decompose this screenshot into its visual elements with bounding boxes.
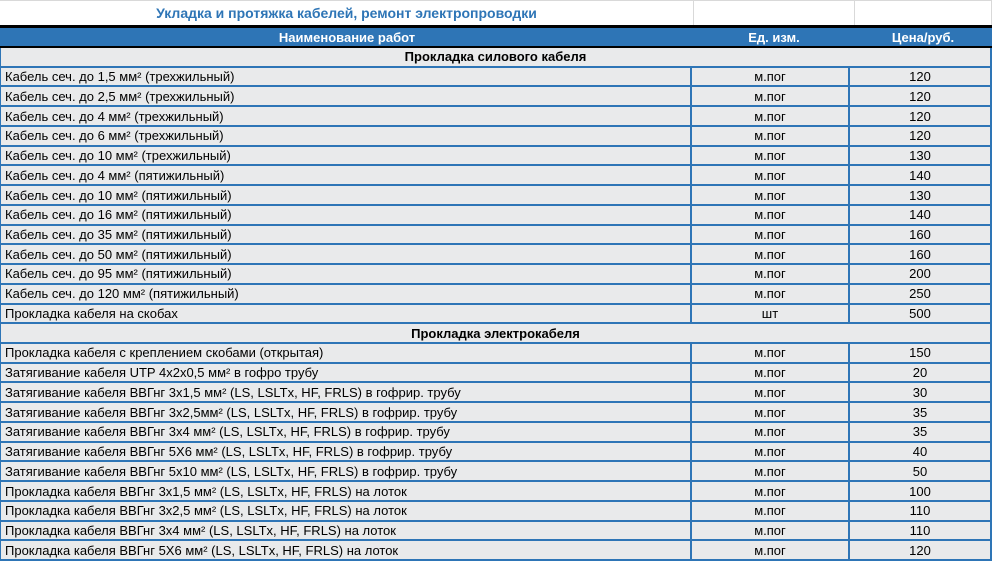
table-row bbox=[1, 344, 990, 364]
table-row bbox=[1, 502, 990, 522]
section-header-row bbox=[1, 48, 990, 68]
price-cell: 40 bbox=[912, 444, 928, 460]
unit-cell: м.пог bbox=[692, 87, 850, 105]
table-row bbox=[1, 87, 990, 107]
work-name-cell: Прокладка кабеля с креплением скобами (открытая) bbox=[1, 344, 692, 362]
work-name-cell: Кабель сеч. до 35 мм² (пятижильный) bbox=[1, 226, 692, 244]
price-cell: 120 bbox=[909, 69, 931, 85]
table-row bbox=[1, 305, 990, 325]
work-name-cell: Кабель сеч. до 6 мм² (трехжильный) bbox=[1, 127, 692, 145]
table-row bbox=[1, 186, 990, 206]
work-name-cell: Кабель сеч. до 120 мм² (пятижильный) bbox=[1, 285, 692, 303]
work-name-cell: Прокладка кабеля ВВГнг 3х1,5 мм² (LS, LSLTx, HF, FRLS) на лоток bbox=[1, 482, 692, 500]
unit-cell: м.пог bbox=[692, 541, 850, 559]
table-row bbox=[1, 522, 990, 542]
price-cell: 500 bbox=[909, 305, 931, 321]
price-cell: 160 bbox=[909, 226, 931, 242]
price-cell: 160 bbox=[909, 246, 931, 262]
unit-cell: м.пог bbox=[692, 462, 850, 480]
table-row bbox=[1, 226, 990, 246]
price-cell: 130 bbox=[909, 187, 931, 203]
unit-cell: м.пог bbox=[692, 68, 850, 86]
title-gridline-cell-unit bbox=[694, 1, 855, 25]
table-row bbox=[1, 462, 990, 482]
work-name-cell: Кабель сеч. до 1,5 мм² (трехжильный) bbox=[1, 68, 692, 86]
unit-cell: м.пог bbox=[692, 186, 850, 204]
unit-cell: м.пог bbox=[692, 423, 850, 441]
work-name-cell: Кабель сеч. до 2,5 мм² (трехжильный) bbox=[1, 87, 692, 105]
table-row bbox=[1, 107, 990, 127]
work-name-cell: Затягивание кабеля UTP 4х2х0,5 мм² в гофро трубу bbox=[1, 364, 692, 382]
table-row bbox=[1, 383, 990, 403]
table-rows bbox=[0, 48, 992, 561]
price-cell: 30 bbox=[912, 384, 928, 400]
price-cell: 35 bbox=[912, 404, 928, 420]
price-cell: 140 bbox=[909, 167, 931, 183]
unit-cell: м.пог bbox=[692, 443, 850, 461]
column-header-unit: Ед. изм. bbox=[748, 29, 800, 45]
unit-cell: шт bbox=[692, 305, 850, 323]
unit-cell: м.пог bbox=[692, 403, 850, 421]
table-row bbox=[1, 245, 990, 265]
work-name-cell: Затягивание кабеля ВВГнг 5Х6 мм² (LS, LSLTx, HF, FRLS) в гофрир. трубу bbox=[1, 443, 692, 461]
page-title: Укладка и протяжка кабелей, ремонт электропроводки bbox=[0, 1, 694, 25]
unit-cell: м.пог bbox=[692, 522, 850, 540]
unit-cell: м.пог bbox=[692, 147, 850, 165]
table-row bbox=[1, 127, 990, 147]
table-row bbox=[1, 403, 990, 423]
unit-cell: м.пог bbox=[692, 107, 850, 125]
work-name-cell: Затягивание кабеля ВВГнг 3х4 мм² (LS, LSLTx, HF, FRLS) в гофрир. трубу bbox=[1, 423, 692, 441]
price-cell: 200 bbox=[909, 266, 931, 282]
section-header-label: Прокладка электрокабеля bbox=[411, 325, 580, 341]
price-cell: 250 bbox=[909, 286, 931, 302]
price-cell: 50 bbox=[912, 463, 928, 479]
work-name-cell: Кабель сеч. до 4 мм² (пятижильный) bbox=[1, 166, 692, 184]
price-cell: 120 bbox=[909, 108, 931, 124]
title-row bbox=[0, 0, 992, 25]
price-cell: 140 bbox=[909, 207, 931, 223]
table-row bbox=[1, 265, 990, 285]
unit-cell: м.пог bbox=[692, 383, 850, 401]
table-row bbox=[1, 206, 990, 226]
price-cell: 130 bbox=[909, 148, 931, 164]
section-header-label: Прокладка силового кабеля bbox=[404, 49, 587, 65]
unit-cell: м.пог bbox=[692, 127, 850, 145]
work-name-cell: Прокладка кабеля на скобах bbox=[1, 305, 692, 323]
unit-cell: м.пог bbox=[692, 166, 850, 184]
unit-cell: м.пог bbox=[692, 206, 850, 224]
work-name-cell: Затягивание кабеля ВВГнг 3х2,5мм² (LS, LSLTx, HF, FRLS) в гофрир. трубу bbox=[1, 403, 692, 421]
work-name-cell: Кабель сеч. до 16 мм² (пятижильный) bbox=[1, 206, 692, 224]
table-row bbox=[1, 541, 990, 561]
unit-cell: м.пог bbox=[692, 502, 850, 520]
column-header-name: Наименование работ bbox=[278, 29, 416, 45]
price-cell: 120 bbox=[909, 88, 931, 104]
column-header-price: Цена/руб. bbox=[891, 29, 955, 45]
price-cell: 110 bbox=[909, 522, 931, 538]
table-header-row bbox=[0, 28, 992, 46]
unit-cell: м.пог bbox=[692, 265, 850, 283]
work-name-cell: Кабель сеч. до 95 мм² (пятижильный) bbox=[1, 265, 692, 283]
price-cell: 150 bbox=[909, 345, 931, 361]
unit-cell: м.пог bbox=[692, 285, 850, 303]
work-name-cell: Кабель сеч. до 10 мм² (пятижильный) bbox=[1, 186, 692, 204]
unit-cell: м.пог bbox=[692, 245, 850, 263]
work-name-cell: Кабель сеч. до 50 мм² (пятижильный) bbox=[1, 245, 692, 263]
table-row bbox=[1, 285, 990, 305]
price-cell: 110 bbox=[909, 503, 931, 519]
table-row bbox=[1, 443, 990, 463]
price-cell: 35 bbox=[912, 424, 928, 440]
table-row bbox=[1, 166, 990, 186]
work-name-cell: Затягивание кабеля ВВГнг 3х1,5 мм² (LS, LSLTx, HF, FRLS) в гофрир. трубу bbox=[1, 383, 692, 401]
work-name-cell: Затягивание кабеля ВВГнг 5х10 мм² (LS, LSLTx, HF, FRLS) в гофрир. трубу bbox=[1, 462, 692, 480]
unit-cell: м.пог bbox=[692, 482, 850, 500]
table-row bbox=[1, 68, 990, 88]
price-cell: 100 bbox=[909, 483, 931, 499]
price-cell: 20 bbox=[912, 365, 928, 381]
work-name-cell: Прокладка кабеля ВВГнг 5Х6 мм² (LS, LSLTx, HF, FRLS) на лоток bbox=[1, 541, 692, 559]
unit-cell: м.пог bbox=[692, 364, 850, 382]
table-row bbox=[1, 364, 990, 384]
work-name-cell: Прокладка кабеля ВВГнг 3х2,5 мм² (LS, LSLTx, HF, FRLS) на лоток bbox=[1, 502, 692, 520]
table-row bbox=[1, 482, 990, 502]
table-row bbox=[1, 423, 990, 443]
section-header-row bbox=[1, 324, 990, 344]
title-gridline-cell-price bbox=[855, 1, 992, 25]
work-name-cell: Прокладка кабеля ВВГнг 3х4 мм² (LS, LSLTx, HF, FRLS) на лоток bbox=[1, 522, 692, 540]
table-row bbox=[1, 147, 990, 167]
unit-cell: м.пог bbox=[692, 344, 850, 362]
price-cell: 120 bbox=[909, 128, 931, 144]
price-cell: 120 bbox=[909, 542, 931, 558]
work-name-cell: Кабель сеч. до 10 мм² (трехжильный) bbox=[1, 147, 692, 165]
unit-cell: м.пог bbox=[692, 226, 850, 244]
work-name-cell: Кабель сеч. до 4 мм² (трехжильный) bbox=[1, 107, 692, 125]
